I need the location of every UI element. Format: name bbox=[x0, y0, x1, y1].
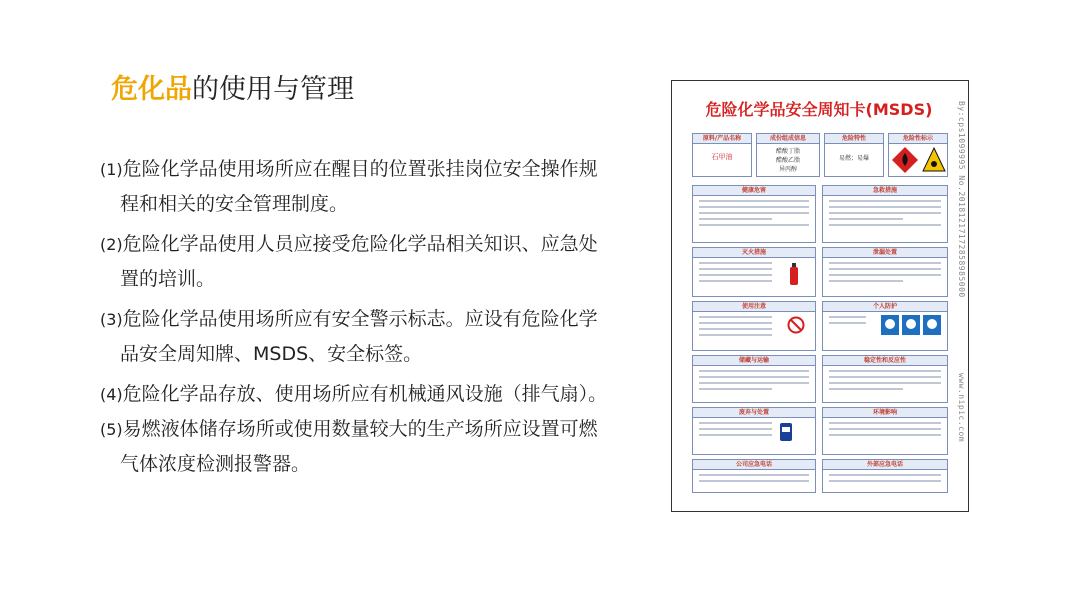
item-text: 危险化学品使用人员应接受危险化学品相关知识、应急处 bbox=[122, 233, 598, 255]
section-header: 外部应急电话 bbox=[823, 460, 947, 470]
msds-card-content bbox=[688, 99, 950, 499]
section-fire-fighting bbox=[692, 247, 816, 297]
section-header: 使用注意 bbox=[693, 302, 815, 312]
component-item: 醋酸丁脂 bbox=[775, 148, 800, 155]
section-header: 灭火措施 bbox=[693, 248, 815, 258]
section-external-phone bbox=[822, 459, 948, 493]
components-header: 成份组成信息 bbox=[757, 134, 819, 144]
title-highlight: 危化品 bbox=[111, 74, 192, 105]
product-name: 石甲油 bbox=[711, 153, 733, 161]
product-name-header: 原料/产品名称 bbox=[693, 134, 751, 144]
section-leak bbox=[822, 247, 948, 297]
item-text: 危险化学品存放、使用场所应有机械通风设施（排气扇）。 bbox=[122, 383, 608, 405]
hazard-header: 危险特性 bbox=[825, 134, 883, 144]
section-first-aid bbox=[822, 185, 948, 243]
section-header: 急救措施 bbox=[823, 186, 947, 196]
item-text-cont: 品安全周知牌、MSDS、安全标签。 bbox=[120, 343, 423, 365]
item-number: (1) bbox=[100, 160, 123, 179]
section-environment bbox=[822, 407, 948, 455]
section-header: 环境影响 bbox=[823, 408, 947, 418]
section-disposal bbox=[692, 407, 816, 455]
item-number: (4) bbox=[100, 385, 123, 404]
container-icon bbox=[779, 421, 793, 443]
rules-list bbox=[100, 152, 660, 487]
section-storage bbox=[692, 355, 816, 403]
title-rest: 的使用与管理 bbox=[192, 74, 354, 105]
section-usage bbox=[692, 301, 816, 351]
explosive-triangle-icon bbox=[923, 148, 945, 171]
component-item: 异丙醇 bbox=[778, 166, 797, 173]
msds-card-title: 危险化学品安全周知卡(MSDS) bbox=[705, 100, 933, 119]
item-text-cont: 气体浓度检测报警器。 bbox=[120, 453, 311, 475]
item-number: (3) bbox=[100, 310, 123, 329]
section-health bbox=[692, 185, 816, 243]
section-company-phone bbox=[692, 459, 816, 493]
item-text: 易燃液体储存场所或使用数量较大的生产场所应设置可燃 bbox=[122, 418, 598, 440]
section-header: 泄漏处置 bbox=[823, 248, 947, 258]
item-text: 危险化学品使用场所应有安全警示标志。应设有危险化学 bbox=[122, 308, 598, 330]
section-stability bbox=[822, 355, 948, 403]
hazard-text: 易燃；易爆 bbox=[838, 155, 869, 162]
slide-title bbox=[111, 72, 354, 108]
ppe-signs-icon bbox=[881, 315, 941, 335]
list-item bbox=[100, 302, 660, 371]
components-box bbox=[756, 133, 820, 177]
hazard-box bbox=[824, 133, 884, 177]
hazard-sign-header: 危险性标示 bbox=[889, 134, 947, 144]
msds-card-image bbox=[671, 80, 969, 512]
section-protection bbox=[822, 301, 948, 351]
section-header: 公司应急电话 bbox=[693, 460, 815, 470]
nipic-url-watermark: www.nipic.com bbox=[957, 373, 966, 443]
item-text-cont: 置的培训。 bbox=[120, 268, 216, 290]
product-name-box bbox=[692, 133, 752, 177]
list-item bbox=[100, 377, 660, 412]
section-header: 稳定性和反应性 bbox=[823, 356, 947, 366]
item-text: 危险化学品使用场所应在醒目的位置张挂岗位安全操作规 bbox=[122, 158, 598, 180]
list-item bbox=[100, 227, 660, 296]
section-header: 废弃与处置 bbox=[693, 408, 815, 418]
hazard-signs bbox=[889, 144, 947, 176]
no-fire-icon bbox=[787, 316, 805, 334]
nipic-watermark: By:cps1099995 No.20181217172858985000 bbox=[957, 101, 966, 298]
item-text-cont: 程和相关的安全管理制度。 bbox=[120, 193, 349, 215]
item-number: (2) bbox=[100, 235, 123, 254]
section-header: 健康危害 bbox=[693, 186, 815, 196]
component-item: 醋酸乙脂 bbox=[775, 157, 800, 164]
list-item bbox=[100, 152, 660, 221]
section-header: 个人防护 bbox=[823, 302, 947, 312]
fire-extinguisher-icon bbox=[787, 262, 801, 286]
item-number: (5) bbox=[100, 420, 123, 439]
flammable-diamond-icon bbox=[892, 147, 918, 173]
hazard-sign-box bbox=[888, 133, 948, 177]
list-item bbox=[100, 412, 660, 481]
section-header: 储藏与运输 bbox=[693, 356, 815, 366]
